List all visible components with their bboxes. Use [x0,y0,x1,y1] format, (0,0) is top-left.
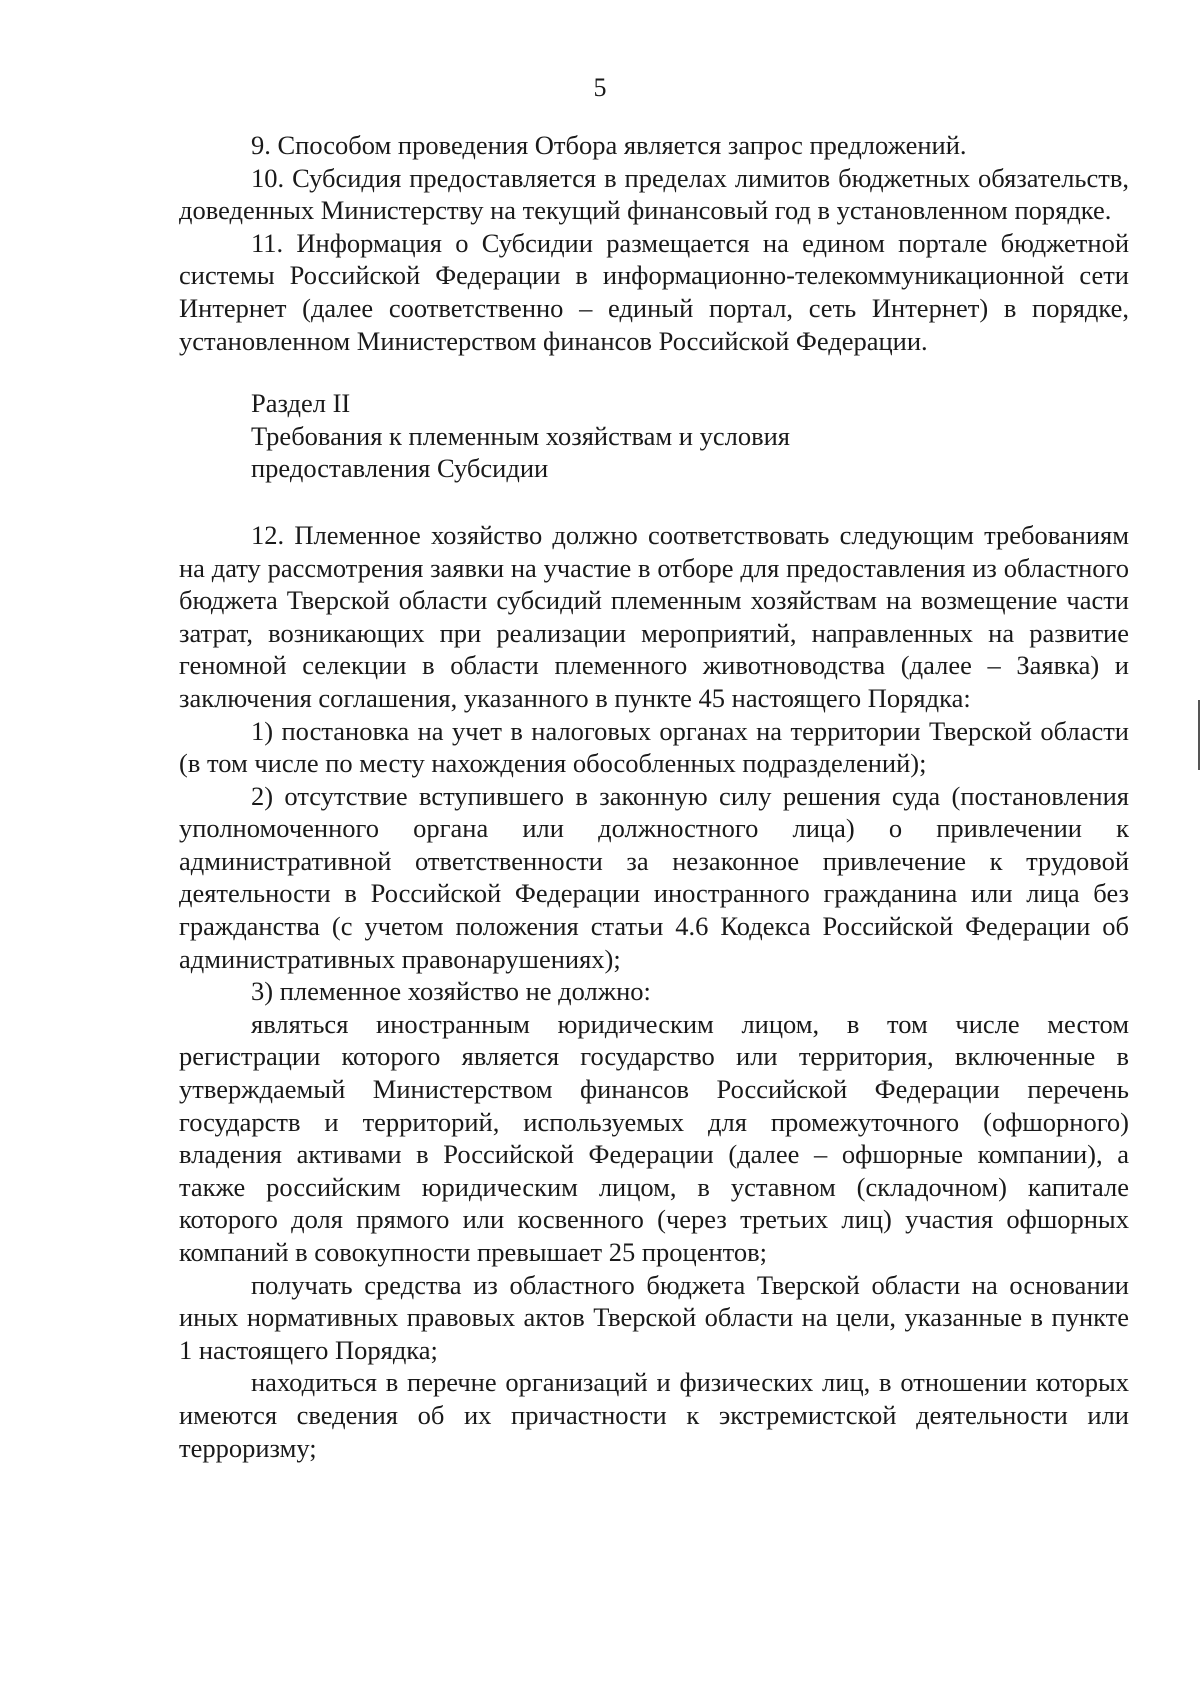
paragraph-10: 10. Субсидия предоставляется в пределах лимитов бюджетных обязательств, доведенных Министерству на текущий финансовый год в установленном порядке. [179,162,1129,226]
requirement-3-offshore: являться иностранным юридическим лицом, в том числе местом регистрации которого является государство или территория, включенные в утверждаемый Министерством финансов Российской Федерации перечень государств и территорий, используемых для промежуточного (офшорного) владения активами в Российской Федерации (далее – офшорные компании), а также российским юридическим лицом, в уставном (складочном) капитале которого доля прямого или косвенного (через третьих лиц) участия офшорных компаний в совокупности превышает 25 процентов; [179,1008,1129,1267]
paragraph-11: 11. Информация о Субсидии размещается на едином портале бюджетной системы Российской Федерации в информационно-телекоммуникационной сети Интернет (далее соответственно – единый портал, сеть Интернет) в порядке, установленном Министерством финансов Российской Федерации. [179,227,1129,356]
section-label: Раздел II [251,388,351,419]
paragraph-12: 12. Племенное хозяйство должно соответствовать следующим требованиям на дату рассмотрения заявки на участие в отборе для предоставления из областного бюджета Тверской области субсидий племенным хозяйствам на возмещение части затрат, возникающих при реализации мероприятий, направленных на развитие геномной селекции в области племенного животноводства (далее – Заявка) и заключения соглашения, указанного в пункте 45 настоящего Порядка: [179,519,1129,713]
section-title-line-1: Требования к племенным хозяйствам и условия [251,420,790,451]
paragraph-9: 9. Способом проведения Отбора является запрос предложений. [251,130,967,160]
requirement-1: 1) постановка на учет в налоговых органах на территории Тверской области (в том числе по месту нахождения обособленных подразделений); [179,715,1129,779]
section-heading [179,387,1129,485]
document-body [179,129,1129,1464]
requirement-3-funds: получать средства из областного бюджета Тверской области на основании иных нормативных правовых актов Тверской области на цели, указанные в пункте 1 настоящего Порядка; [179,1269,1129,1365]
requirement-2: 2) отсутствие вступившего в законную силу решения суда (постановления уполномоченного органа или должностного лица) о привлечении к административной ответственности за незаконное привлечение к трудовой деятельности в Российской Федерации иностранного гражданина или лица без гражданства (с учетом положения статьи 4.6 Кодекса Российской Федерации об административных правонарушениях); [179,780,1129,974]
requirement-3-extremism: находиться в перечне организаций и физических лиц, в отношении которых имеются сведения об их причастности к экстремистской деятельности или терроризму; [179,1367,1129,1463]
requirement-3: 3) племенное хозяйство не должно: [251,976,651,1007]
page-number: 5 [593,73,607,102]
section-title-line-2: предоставления Субсидии [251,453,549,484]
